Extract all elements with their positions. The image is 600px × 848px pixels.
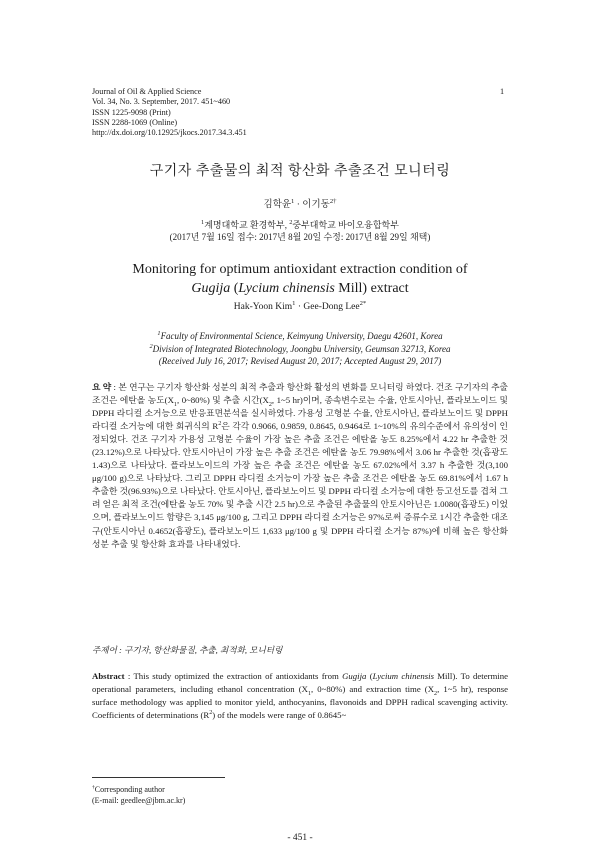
title-en-line1: Monitoring for optimum antioxidant extraction condition of — [132, 262, 468, 277]
author-en-1: Hak-Yoon Kim — [233, 302, 293, 312]
affiliations-english — [60, 330, 540, 368]
abstract-ko-text-2: , 0~80%) 및 추출 시간(X — [176, 395, 269, 406]
abstract-ko-colon: : — [111, 382, 119, 392]
aff-1-sup: 1 — [201, 219, 205, 226]
abstract-korean — [92, 381, 508, 551]
abstract-en-text-3: Mill). To determine operational parameters, including ethanol concentration (X — [92, 671, 508, 695]
abstract-en-italic-2: Lycium chinensis — [372, 671, 434, 681]
abstract-ko-sub-1: 1 — [173, 401, 177, 408]
journal-name: Journal of Oil & Applied Science — [92, 87, 202, 96]
author-separator: · — [294, 200, 303, 210]
title-korean: 구기자 추출물의 최적 항산화 추출조건 모니터링 — [149, 164, 451, 179]
abstract-en-text-5: , 1~5 hr), response surface methodology was applied to monitor yield, anthocyanins, flavonoids and DPPH radical scavenging activity. Coefficients of determinations (R — [92, 684, 508, 721]
dates-english: (Received July 16, 2017; Revised August 20, 2017; Accepted August 29, 2017) — [158, 356, 442, 367]
author-en-2: Gee-Dong Lee — [303, 302, 360, 312]
author-1-sup: 1 — [291, 197, 295, 205]
footnote — [92, 784, 185, 806]
abstract-ko-label: 요 약 — [92, 382, 112, 392]
aff-en-1: Faculty of Environmental Science, Keimyung University, Daegu 42601, Korea — [160, 331, 443, 341]
aff-1: 계명대학교 환경학부, — [204, 220, 290, 230]
abstract-en-text-2: ( — [366, 671, 373, 681]
affiliations-korean — [60, 219, 540, 243]
abstract-ko-text-1: 본 연구는 구기자 항산화 성분의 최적 추출과 항산화 활성의 변화를 모니터링 하였다. 건조 구기자의 추출 조건은 에탄올 농도(X — [92, 382, 508, 406]
abstract-en-text-6: ) of the models were range of 0.8645~ — [212, 710, 347, 721]
page-footer-number: - 451 - — [287, 833, 313, 843]
aff-en-2-sup: 2 — [149, 342, 153, 350]
authors-korean — [60, 196, 540, 210]
footnote-dagger: † — [92, 784, 95, 791]
aff-2: 중부대학교 바이오융합학부 — [292, 220, 399, 230]
abstract-ko-sup-3: 2 — [218, 421, 222, 428]
aff-en-1-sup: 1 — [157, 330, 161, 337]
page-number: 1 — [500, 87, 505, 96]
authors-english — [60, 299, 540, 312]
doi-link[interactable]: http://dx.doi.org/10.12925/jkocs.2017.34.3.451 — [92, 128, 247, 138]
journal-header — [92, 87, 247, 138]
keywords-korean: 주제어 : 구기자, 항산화물질, 추출, 최적화, 모니터링 — [92, 645, 283, 655]
abstract-en-text-4: , 0~80%) and extraction time (X — [311, 684, 435, 695]
author-en-1-sup: 1 — [292, 299, 296, 307]
aff-en-2: Division of Integrated Biotechnology, Joongbu University, Geumsan 32713, Korea — [152, 343, 451, 354]
dates-korean: (2017년 7월 16일 접수: 2017년 8월 20일 수정: 2017년 8월 29일 채택) — [169, 232, 431, 242]
abstract-ko-text-3: , 1~5 hr)이며, 종속변수로는 수율, 안토시아닌, 플라보노이드 및 DPPH 라디컬 소거능으로 반응표면분석을 실시하였다. 가용성 고형분 수율, 안토시아닌, 플라보노이드 및 DPPH 라디컬 소거능에 대한 회귀식의 R — [92, 395, 508, 432]
title-en-mid: ( — [230, 281, 239, 296]
author-1: 김학윤 — [263, 200, 292, 210]
title-en-italic-2: Lycium chinensis — [238, 281, 335, 296]
author-en-2-sup: 2* — [359, 299, 367, 307]
title-english — [60, 260, 540, 298]
abstract-en-sub-2: 2 — [434, 690, 438, 697]
issn-print: ISSN 1225-9098 (Print) — [92, 107, 171, 117]
author-2: 이기동 — [302, 200, 330, 210]
footnote-email: (E-mail: geedlee@jbm.ac.kr) — [92, 796, 186, 805]
abstract-en-label: Abstract — [92, 671, 125, 681]
aff-2-sup: 2 — [289, 219, 293, 226]
journal-volume: Vol. 34, No. 3. September, 2017. 451~460 — [92, 97, 231, 107]
author-2-sup: 2† — [329, 197, 337, 205]
author-en-separator: · — [295, 302, 304, 312]
footnote-corresponding: Corresponding author — [94, 785, 165, 794]
title-en-italic-1: Gugija — [191, 281, 231, 296]
abstract-english — [92, 670, 508, 722]
abstract-en-sub-1: 1 — [307, 690, 312, 697]
abstract-ko-text-4: 은 각각 0.9066, 0.9859, 0.8645, 0.9464로 1~10%의 유의수준에서 유의성이 인정되었다. 건조 구기자 가용성 고형분 수율이 가장 높은 추출 조건은 에탄올 농도 8.25%에서 4.22 hr 추출한 것(23.12%)으로 나타났다. 안토시아닌이 가장 높은 추출 조건은 에탄올 농도 79.98%에서 3.06 hr 추출한 것(흡광도 1.43)으로 나타났다. 플라보노이드의 가장 높은 추출 조건은 에탄올 농도 67.02%에서 3.37 h 추출한 것(3,100 μg/100 g)으로 나타났다. 그리고 DPPH 라디컬 소거능이 가장 높은 추출 조건은 에탄올 농도 69.81%에서 1.67 h 추출한 것(96.93%)으로 나타났다. 안토시아닌, 플라보노이드 및 DPPH 라디컬 소거능에 대한 등고선도를 겹쳐 그려 얻은 최적 조건(에탄올 농도 70% 및 추출 시간 2.5 hr)으로 추출된 추출물의 안토시아닌은 1.0080(흡광도) 이었으며, 플라보노이드 함량은 3,145 μg/100 g, 그리고 DPPH 라디컬 소거능은 97%로써 증류수로 1시간 추출한 대조구(안토시아닌 0.4652(흡광도), 플라보노이드 1,633 μg/100 g 및 DPPH 라디컬 소거능 87%)에 비해 높은 항산화 성분 추출 및 항산화 효과를 나타내었다. — [92, 421, 508, 549]
footnote-divider — [92, 777, 225, 778]
abstract-en-text-1: This study optimized the extraction of antioxidants from — [133, 671, 343, 681]
abstract-en-sup-3: 2 — [209, 710, 213, 717]
issn-online: ISSN 2288-1069 (Online) — [92, 117, 178, 127]
abstract-en-italic-1: Gugija — [342, 671, 367, 681]
abstract-en-colon: : — [124, 671, 134, 681]
abstract-ko-sub-2: 2 — [268, 401, 272, 408]
title-en-end: Mill) extract — [334, 281, 409, 296]
